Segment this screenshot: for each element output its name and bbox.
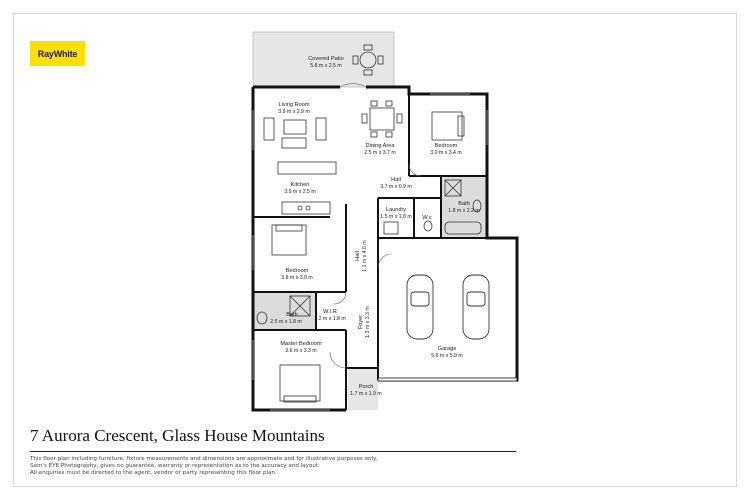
garage-name: Garage [437, 346, 457, 352]
bedroom-mid-dims: 3.8 m x 3.0 m [281, 275, 313, 281]
disclaimer-line-1: This floor plan including furniture, fixture measurements and dimensions are approximate and for illustrative purposes only. [30, 456, 378, 462]
kitchen-benches [278, 162, 336, 214]
garage-dims: 5.6 m x 5.9 m [431, 353, 463, 359]
bath-top-dims: 1.8 m x 2.2 m [448, 208, 480, 214]
dining-table [362, 101, 402, 137]
dining-area-name: Dining Area [365, 143, 395, 149]
disclaimer-line-3: All enquiries must be directed to the agent, vendor or party representing this floor plan. [30, 470, 277, 476]
master-bedroom-dims: 3.6 m x 3.3 m [285, 348, 317, 354]
property-address: 7 Aurora Crescent, Glass House Mountains [30, 426, 325, 445]
bath-top-name: Bath [458, 201, 470, 207]
bedroom-top-name: Bedroom [434, 143, 458, 149]
hall-side-dims: 1.1 m x 4.0 m [362, 240, 368, 272]
bath-ensuite-dims: 2.5 m x 1.8 m [270, 319, 302, 325]
garage-cars [407, 275, 489, 339]
hall-main-dims: 3.7 m x 0.9 m [380, 184, 412, 190]
foyer-name: Foyer [358, 314, 364, 330]
windows [253, 94, 487, 410]
laundry-dims: 1.5 m x 1.8 m [380, 214, 412, 220]
bed-mid [272, 225, 306, 255]
wir-dims: 1.2 m x 1.8 m [314, 316, 346, 322]
bedroom-top-dims: 3.0 m x 3.4 m [430, 150, 462, 156]
hall-main-name: Hall [391, 177, 401, 183]
exterior-walls [253, 87, 517, 410]
kitchen-dims: 3.9 m x 2.5 m [284, 189, 316, 195]
living-room-name: Living Room [278, 102, 310, 108]
wc-name: W.c [422, 215, 432, 221]
address-underline [30, 451, 516, 452]
interior-walls [253, 94, 517, 410]
kitchen-name: Kitchen [290, 182, 310, 188]
garage-door[interactable] [378, 378, 517, 381]
porch-dims: 1.7 m x 1.9 m [350, 391, 382, 397]
living-sofas [264, 118, 326, 148]
bath-ensuite-name: Bath [286, 312, 298, 318]
foyer-dims: 1.3 m x 3.3 m [365, 306, 371, 338]
disclaimer-line-2: Sam's EYE Photography, gives no guarantee, warranty or representation as to the accuracy and layout. [30, 463, 320, 469]
logo-text: RayWhite [37, 48, 78, 59]
wir-name: W.I.R [323, 309, 337, 315]
covered-patio-name: Covered Patio [308, 56, 344, 62]
covered-patio-dims: 5.8 m x 2.5 m [310, 63, 342, 69]
bedroom-mid-name: Bedroom [285, 268, 309, 274]
bed-master [280, 365, 320, 402]
laundry-name: Laundry [385, 207, 407, 213]
living-room-dims: 3.9 m x 2.9 m [278, 109, 310, 115]
master-bedroom-name: Master Bedroom [280, 341, 322, 347]
bath-top-floor [441, 176, 487, 238]
bed-top [432, 112, 464, 140]
porch-name: Porch [358, 384, 374, 390]
hall-side-name: Hall [355, 251, 361, 261]
dining-area-dims: 2.5 m x 3.7 m [364, 150, 396, 156]
